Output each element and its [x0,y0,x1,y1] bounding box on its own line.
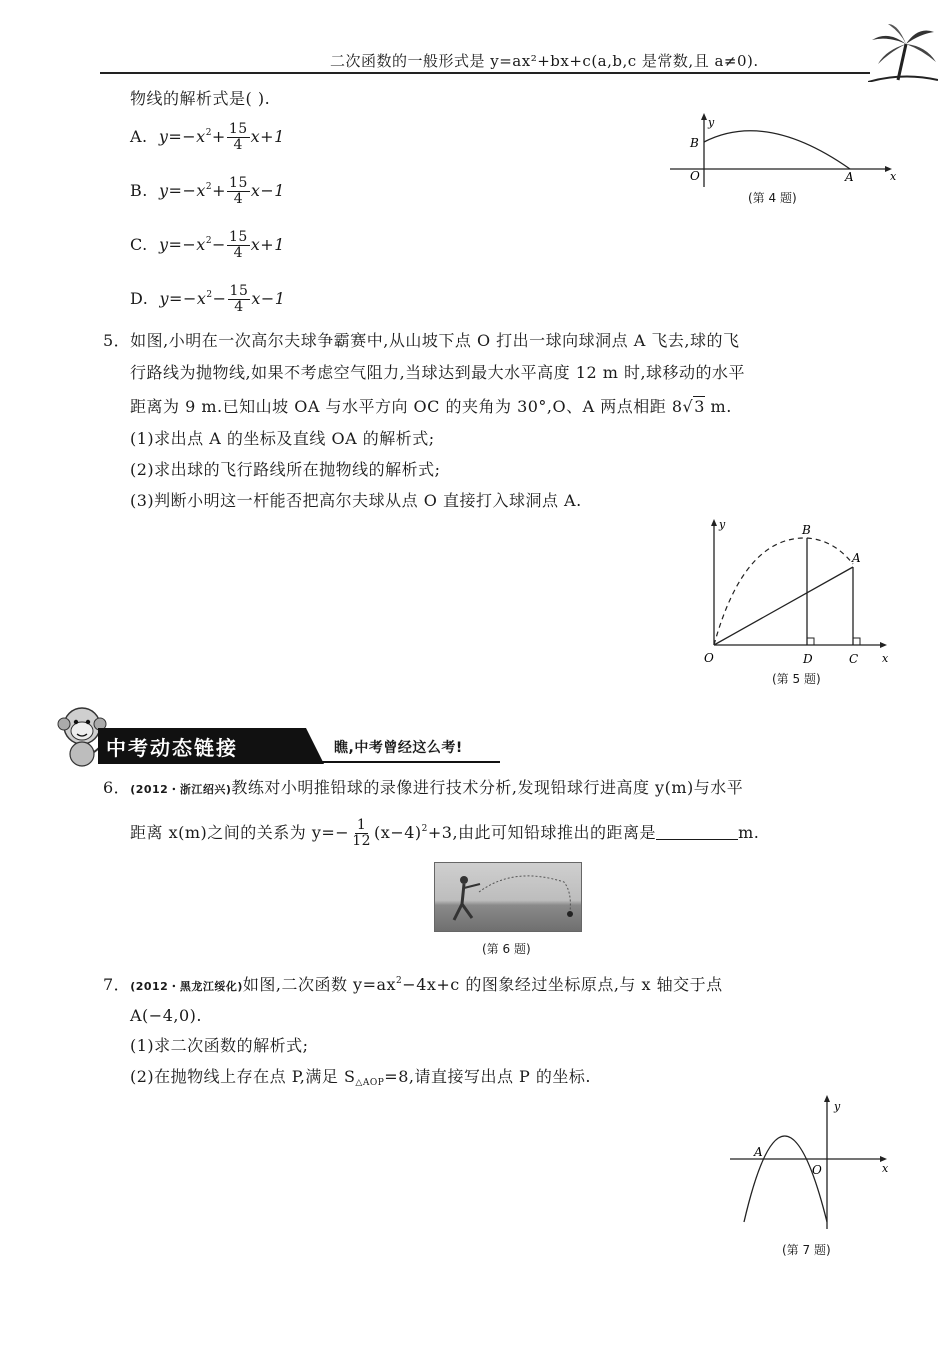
svg-text:y: y [834,1100,841,1113]
q4-option-d: D. $y=-x^2-$ $\frac{15}{4}$ x−1 [130,283,286,315]
q6-line-2: 距离 x(m)之间的关系为 y=− $\frac{1}{12}$ $(x-4)^2+3$,由此可知铅球推出的距离是 m. [130,817,760,849]
q5-line-2: 行路线为抛物线,如果不考虑空气阻力,当球达到最大水平高度 12 m 时,球移动的水平 [130,363,746,382]
q4-option-a: A. $y=-x^2+$ $\frac{15}{4}$ x+1 [130,121,285,153]
figure-7 [730,1094,900,1234]
svg-text:y: y [708,116,715,129]
svg-text:y: y [719,518,726,531]
figure-5 [700,512,900,672]
fig6-caption: (第 6 题) [482,942,531,956]
section-title: 中考动态链接 [106,736,238,760]
fig4-caption: (第 4 题) [748,191,797,205]
q5-sub-1: (1)求出点 A 的坐标及直线 OA 的解析式; [130,429,435,448]
q6-line-1: 6．(2012・浙江绍兴)教练对小明推铅球的录像进行技术分析,发现铅球行进高度 y(m)与水平 [103,778,744,797]
section-underline [300,761,500,763]
q5-sub-3: (3)判断小明这一杆能否把高尔夫球从点 O 直接打入球洞点 A. [130,491,582,510]
svg-text:O: O [690,169,700,183]
q5-sub-2: (2)求出球的飞行路线所在抛物线的解析式; [130,460,441,479]
svg-text:O: O [812,1163,822,1177]
fig5-caption: (第 5 题) [772,672,821,686]
q7-line-1: 7．(2012・黑龙江绥化)如图,二次函数 $y=ax^2-4x+c$ 的图象经过坐标原点,与 x 轴交于点 [103,975,723,994]
svg-text:x: x [882,652,889,665]
fig5-right-angle-c [853,638,860,645]
q7-sub-1: (1)求二次函数的解析式; [130,1036,309,1055]
q7-line-2: A(−4,0). [130,1006,202,1025]
svg-text:C: C [849,652,859,666]
answer-blank[interactable] [656,823,738,840]
svg-text:A: A [845,170,854,184]
q5-line-1: 5．如图,小明在一次高尔夫球争霸赛中,从山坡下点 O 打出一球向球洞点 A 飞去,球的飞 [103,331,740,350]
svg-text:A: A [754,1145,763,1159]
svg-text:B: B [690,136,699,150]
page-header: 二次函数的一般形式是 y=ax²+bx+c(a,b,c 是常数,且 a≠0). [330,52,759,70]
section-subtitle: 瞧,中考曾经这么考! [334,740,463,756]
fig7-caption: (第 7 题) [782,1243,831,1257]
fig4-parabola [704,131,850,169]
shot-put-figure [434,862,582,932]
q5-line-3: 距离为 9 m.已知山坡 OA 与水平方向 OC 的夹角为 30°,O、A 两点相距 8√3 m. [130,397,732,416]
q4-option-b: B. $y=-x^2+$ $\frac{15}{4}$ x−1 [130,175,285,207]
q4-stem: 物线的解析式是( ). [130,89,271,108]
svg-text:A: A [852,551,861,565]
fig5-right-angle-d [807,638,814,645]
svg-text:O: O [704,651,714,665]
q7-sub-2: (2)在抛物线上存在点 P,满足 $S_{\triangle AOP}=8$,请直接写出点 P 的坐标. [130,1067,591,1088]
fig5-dashed-parabola [714,538,853,645]
banner-tail [298,728,324,764]
palm-tree-icon [868,22,938,82]
svg-text:x: x [882,1162,889,1175]
fig5-line-oa [714,567,853,645]
header-rule [100,72,870,74]
svg-text:x: x [890,170,897,183]
svg-text:D: D [803,652,813,666]
svg-text:B: B [802,523,811,537]
q4-option-c: C. $y=-x^2-$ $\frac{15}{4}$ x+1 [130,229,285,261]
